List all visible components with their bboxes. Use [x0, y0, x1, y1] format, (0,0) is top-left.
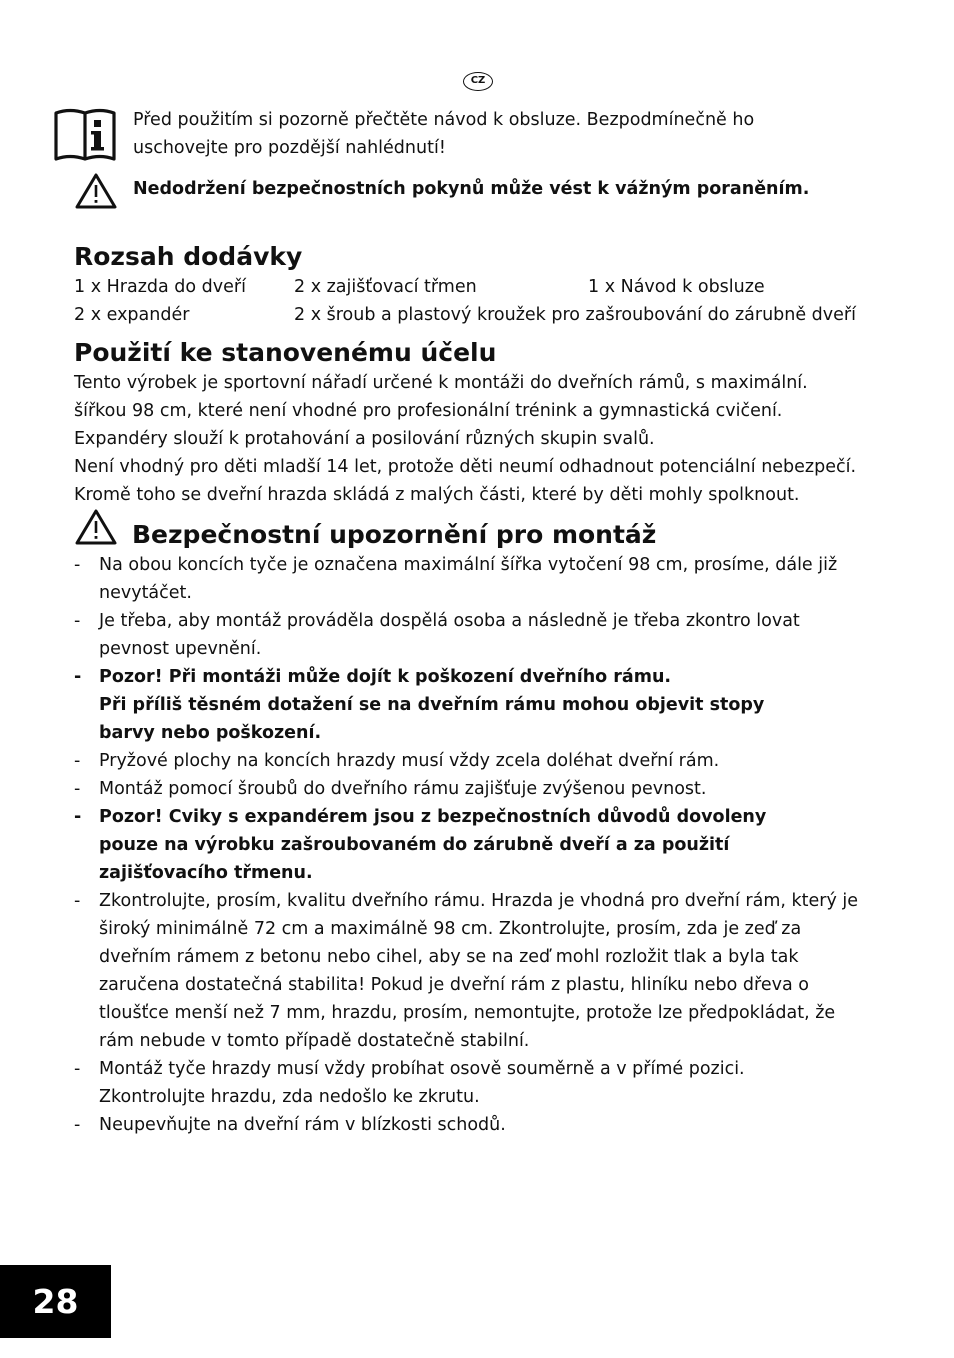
list-item-line: tloušťce menší než 7 mm, hrazdu, prosím, nemontujte, protože lze předpokládat, že [99, 1003, 836, 1023]
bullet-dash: - [74, 1059, 81, 1079]
page-number-box [0, 1265, 111, 1338]
list-item-line: Pozor! Cviky s expandérem jsou z bezpečnostních důvodů dovoleny [99, 807, 767, 827]
bullet-dash: - [74, 667, 82, 687]
safety-heading: Bezpečnostní upozornění pro montáž [132, 520, 657, 549]
list-item [74, 1055, 894, 1111]
language-badge: CZ [463, 72, 493, 91]
intro-line: Před použitím si pozorně přečtěte návod k obsluze. Bezpodmínečně ho [133, 110, 755, 130]
list-item-important [74, 663, 894, 747]
bullet-dash: - [74, 611, 81, 631]
list-item-line: zajišťovacího třmenu. [99, 863, 313, 883]
bullet-dash: - [74, 555, 81, 575]
list-item-line: Pryžové plochy na koncích hrazdy musí vždy zcela doléhat dveřní rám. [99, 751, 720, 771]
usage-heading: Použití ke stanovenému účelu [74, 338, 497, 367]
list-item-line: barvy nebo poškození. [99, 723, 322, 743]
safety-list [74, 551, 894, 1139]
safety-warning-text: Nedodržení bezpečnostních pokynů může vést k vážným poraněním. [133, 179, 810, 199]
intro-line: uschovejte pro pozdější nahlédnutí! [133, 138, 446, 158]
delivery-item: 1 x Hrazda do dveří [74, 277, 246, 297]
usage-text [74, 369, 924, 509]
delivery-heading: Rozsah dodávky [74, 242, 303, 271]
list-item-line: Zkontrolujte hrazdu, zda nedošlo ke zkrutu. [99, 1087, 480, 1107]
usage-line: šířkou 98 cm, které není vhodné pro profesionální trénink a gymnastická cvičení. [74, 401, 783, 421]
delivery-item: 2 x zajišťovací třmen [294, 277, 477, 297]
usage-line: Tento výrobek je sportovní nářadí určené k montáži do dveřních rámů, s maximální. [74, 373, 808, 393]
usage-line: Expandéry slouží k protahování a posilování různých skupin svalů. [74, 429, 655, 449]
list-item-important [74, 803, 894, 887]
list-item-line: Pozor! Při montáži může dojít k poškození dveřního rámu. [99, 667, 672, 687]
bullet-dash: - [74, 1115, 81, 1135]
list-item [74, 551, 894, 607]
list-item [74, 775, 894, 803]
list-item-line: pevnost upevnění. [99, 639, 262, 659]
intro-text [133, 106, 853, 162]
delivery-item: 1 x Návod k obsluze [588, 277, 765, 297]
delivery-item: 2 x expandér [74, 305, 190, 325]
list-item-line: Zkontrolujte, prosím, kvalitu dveřního rámu. Hrazda je vhodná pro dveřní rám, který je [99, 891, 859, 911]
bullet-dash: - [74, 891, 81, 911]
bullet-dash: - [74, 779, 81, 799]
list-item-line: rám nebude v tomto případě dostatečně stabilní. [99, 1031, 530, 1051]
list-item-line: zaručena dostatečná stabilita! Pokud je dveřní rám z plastu, hliníku nebo dřeva o [99, 975, 809, 995]
list-item-line: Neupevňujte na dveřní rám v blízkosti schodů. [99, 1115, 506, 1135]
usage-line: Není vhodný pro děti mladší 14 let, protože děti neumí odhadnout potenciální nebezpečí. [74, 457, 857, 477]
list-item-line: Montáž tyče hrazdy musí vždy probíhat osově souměrně a v přímé pozici. [99, 1059, 745, 1079]
bullet-dash: - [74, 807, 82, 827]
list-item-line: Je třeba, aby montáž prováděla dospělá osoba a následně je třeba zkontro lovat [99, 611, 800, 631]
list-item [74, 607, 894, 663]
list-item-line: pouze na výrobku zašroubovaném do zárubně dveří a za použití [99, 835, 730, 855]
warning-triangle-icon [74, 172, 118, 210]
list-item-line: nevytáčet. [99, 583, 192, 603]
page-number: 28 [32, 1282, 79, 1321]
list-item-line: Při příliš těsném dotažení se na dveřním rámu mohou objevit stopy [99, 695, 765, 715]
bullet-dash: - [74, 751, 81, 771]
list-item-line: široký minimálně 72 cm a maximálně 98 cm. Zkontrolujte, prosím, zda je zeď za [99, 919, 802, 939]
warning-triangle-icon [74, 508, 118, 546]
list-item [74, 1111, 894, 1139]
list-item-line: dveřním rámem z betonu nebo cihel, aby se na zeď mohl rozložit tlak a byla tak [99, 947, 799, 967]
manual-info-icon [54, 107, 116, 161]
list-item-line: Na obou koncích tyče je označena maximální šířka vytočení 98 cm, prosíme, dále již [99, 555, 838, 575]
list-item-line: Montáž pomocí šroubů do dveřního rámu zajišťuje zvýšenou pevnost. [99, 779, 707, 799]
delivery-item: 2 x šroub a plastový kroužek pro zašroubování do zárubně dveří [294, 305, 856, 325]
list-item [74, 887, 894, 1055]
usage-line: Kromě toho se dveřní hrazda skládá z malých části, které by děti mohly spolknout. [74, 485, 800, 505]
list-item [74, 747, 894, 775]
